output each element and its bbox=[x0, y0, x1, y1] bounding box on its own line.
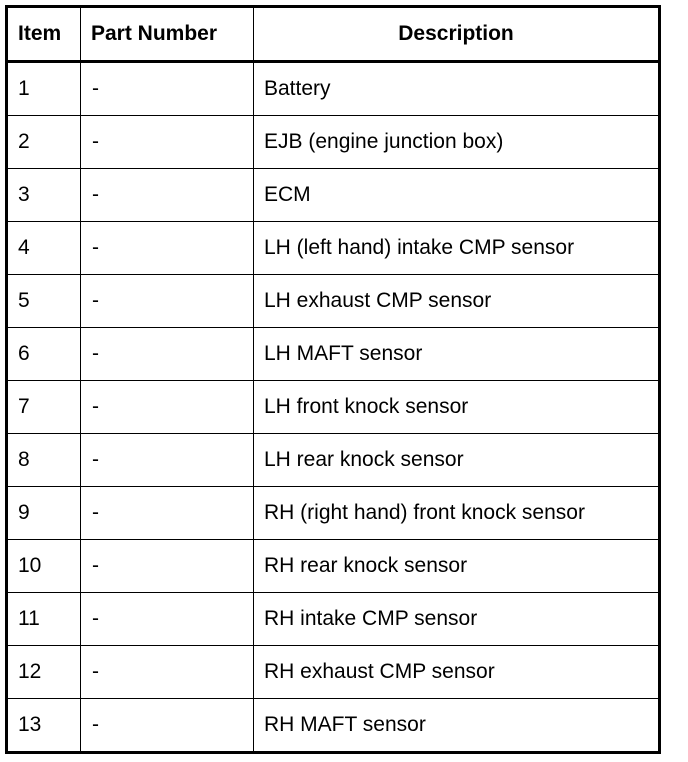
part-number-cell: - bbox=[81, 275, 254, 328]
description-cell: LH rear knock sensor bbox=[254, 434, 660, 487]
part-number-cell: - bbox=[81, 116, 254, 169]
description-cell: LH MAFT sensor bbox=[254, 328, 660, 381]
table-row bbox=[7, 381, 660, 434]
part-number-cell: - bbox=[81, 434, 254, 487]
table-row bbox=[7, 116, 660, 169]
table-row bbox=[7, 222, 660, 275]
part-number-cell: - bbox=[81, 62, 254, 116]
part-number-cell: - bbox=[81, 646, 254, 699]
item-cell: 3 bbox=[7, 169, 81, 222]
table-row bbox=[7, 328, 660, 381]
table-row bbox=[7, 699, 660, 753]
item-cell: 9 bbox=[7, 487, 81, 540]
item-cell: 7 bbox=[7, 381, 81, 434]
table-row bbox=[7, 434, 660, 487]
item-cell: 8 bbox=[7, 434, 81, 487]
description-cell: LH (left hand) intake CMP sensor bbox=[254, 222, 660, 275]
table-row bbox=[7, 169, 660, 222]
item-cell: 11 bbox=[7, 593, 81, 646]
description-cell: RH (right hand) front knock sensor bbox=[254, 487, 660, 540]
item-cell: 4 bbox=[7, 222, 81, 275]
header-description: Description bbox=[254, 7, 660, 62]
table-header-row bbox=[7, 7, 660, 62]
description-cell: EJB (engine junction box) bbox=[254, 116, 660, 169]
part-number-cell: - bbox=[81, 487, 254, 540]
header-part-number: Part Number bbox=[81, 7, 254, 62]
table-row bbox=[7, 646, 660, 699]
description-cell: ECM bbox=[254, 169, 660, 222]
table-row bbox=[7, 593, 660, 646]
description-cell: RH exhaust CMP sensor bbox=[254, 646, 660, 699]
item-cell: 13 bbox=[7, 699, 81, 753]
part-number-cell: - bbox=[81, 381, 254, 434]
description-cell: Battery bbox=[254, 62, 660, 116]
description-cell: RH rear knock sensor bbox=[254, 540, 660, 593]
parts-table-container bbox=[5, 5, 661, 754]
table-row bbox=[7, 540, 660, 593]
item-cell: 1 bbox=[7, 62, 81, 116]
part-number-cell: - bbox=[81, 222, 254, 275]
item-cell: 10 bbox=[7, 540, 81, 593]
table-row bbox=[7, 275, 660, 328]
part-number-cell: - bbox=[81, 593, 254, 646]
table-row bbox=[7, 62, 660, 116]
item-cell: 5 bbox=[7, 275, 81, 328]
parts-table bbox=[5, 5, 661, 754]
item-cell: 2 bbox=[7, 116, 81, 169]
description-cell: RH MAFT sensor bbox=[254, 699, 660, 753]
description-cell: LH front knock sensor bbox=[254, 381, 660, 434]
header-item: Item bbox=[7, 7, 81, 62]
part-number-cell: - bbox=[81, 540, 254, 593]
description-cell: LH exhaust CMP sensor bbox=[254, 275, 660, 328]
item-cell: 12 bbox=[7, 646, 81, 699]
part-number-cell: - bbox=[81, 169, 254, 222]
part-number-cell: - bbox=[81, 699, 254, 753]
description-cell: RH intake CMP sensor bbox=[254, 593, 660, 646]
part-number-cell: - bbox=[81, 328, 254, 381]
table-row bbox=[7, 487, 660, 540]
item-cell: 6 bbox=[7, 328, 81, 381]
